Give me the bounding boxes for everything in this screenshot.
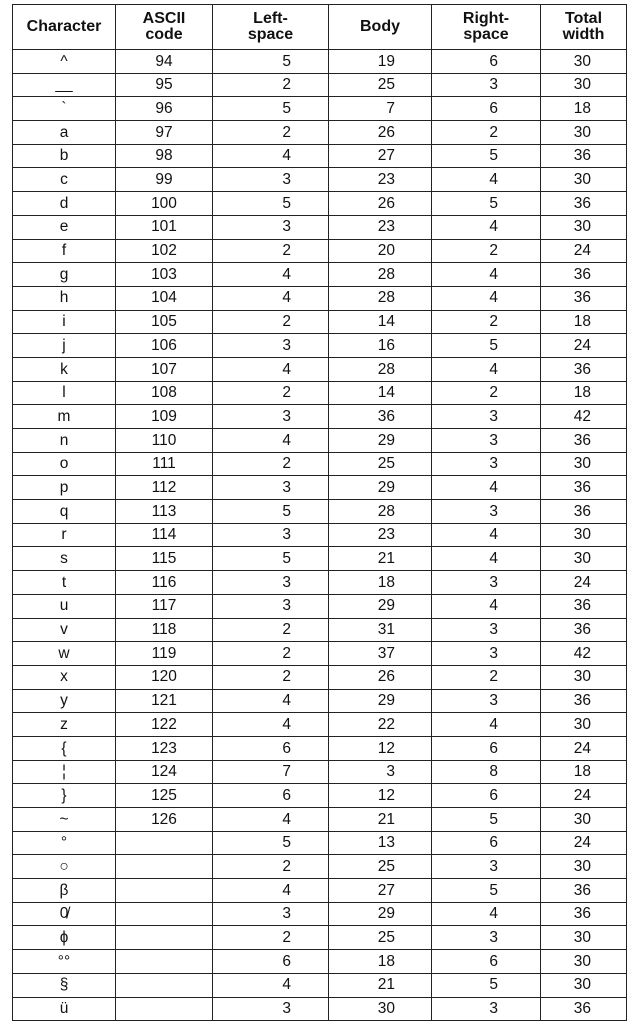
cell-body: 36 [329, 405, 432, 429]
cell-left-space: 2 [213, 73, 329, 97]
cell-character: k [13, 357, 116, 381]
cell-total-width: 30 [541, 926, 627, 950]
cell-left-space: 5 [213, 50, 329, 74]
table-row [13, 855, 627, 879]
cell-ascii-code: 106 [116, 334, 213, 358]
cell-ascii-code: 112 [116, 476, 213, 500]
cell-body: 18 [329, 571, 432, 595]
cell-body: 25 [329, 855, 432, 879]
cell-left-space: 3 [213, 476, 329, 500]
cell-total-width: 36 [541, 286, 627, 310]
cell-right-space: 4 [432, 263, 541, 287]
table-row [13, 192, 627, 216]
cell-total-width: 36 [541, 902, 627, 926]
table-row [13, 97, 627, 121]
cell-body: 29 [329, 594, 432, 618]
cell-total-width: 30 [541, 73, 627, 97]
header-right-space: Right- space [432, 5, 541, 50]
cell-right-space: 4 [432, 357, 541, 381]
table-row [13, 286, 627, 310]
cell-left-space: 3 [213, 334, 329, 358]
cell-left-space: 5 [213, 547, 329, 571]
cell-right-space: 4 [432, 286, 541, 310]
cell-character: l [13, 381, 116, 405]
cell-body: 14 [329, 381, 432, 405]
cell-total-width: 36 [541, 500, 627, 524]
cell-character: e [13, 215, 116, 239]
cell-ascii-code [116, 831, 213, 855]
cell-character: ^ [13, 50, 116, 74]
character-width-table-container [12, 4, 627, 1021]
cell-character: d [13, 192, 116, 216]
cell-body: 21 [329, 808, 432, 832]
cell-right-space: 5 [432, 808, 541, 832]
cell-total-width: 18 [541, 310, 627, 334]
cell-character: r [13, 523, 116, 547]
table-row [13, 50, 627, 74]
table-row [13, 736, 627, 760]
cell-right-space: 8 [432, 760, 541, 784]
cell-ascii-code: 105 [116, 310, 213, 334]
cell-body: 18 [329, 950, 432, 974]
cell-body: 30 [329, 997, 432, 1021]
cell-character: y [13, 689, 116, 713]
cell-total-width: 30 [541, 215, 627, 239]
cell-total-width: 36 [541, 357, 627, 381]
header-total-width: Total width [541, 5, 627, 50]
cell-left-space: 2 [213, 239, 329, 263]
cell-character: g [13, 263, 116, 287]
cell-total-width: 24 [541, 334, 627, 358]
table-row [13, 310, 627, 334]
cell-ascii-code: 125 [116, 784, 213, 808]
table-row [13, 784, 627, 808]
cell-character: t [13, 571, 116, 595]
table-row [13, 523, 627, 547]
cell-ascii-code [116, 902, 213, 926]
header-body: Body [329, 5, 432, 50]
cell-character: c [13, 168, 116, 192]
cell-ascii-code: 103 [116, 263, 213, 287]
cell-right-space: 3 [432, 689, 541, 713]
cell-character: o [13, 452, 116, 476]
character-width-table [12, 4, 627, 1021]
cell-total-width: 30 [541, 168, 627, 192]
cell-total-width: 18 [541, 97, 627, 121]
cell-total-width: 36 [541, 997, 627, 1021]
cell-body: 28 [329, 263, 432, 287]
cell-character: x [13, 665, 116, 689]
cell-character: f [13, 239, 116, 263]
cell-total-width: 30 [541, 713, 627, 737]
cell-right-space: 4 [432, 902, 541, 926]
cell-body: 28 [329, 357, 432, 381]
cell-right-space: 3 [432, 618, 541, 642]
cell-right-space: 4 [432, 594, 541, 618]
table-row [13, 429, 627, 453]
cell-body: 25 [329, 73, 432, 97]
cell-ascii-code: 97 [116, 121, 213, 145]
cell-character: h [13, 286, 116, 310]
cell-right-space: 3 [432, 429, 541, 453]
cell-ascii-code [116, 973, 213, 997]
cell-total-width: 30 [541, 50, 627, 74]
cell-ascii-code: 113 [116, 500, 213, 524]
cell-ascii-code [116, 879, 213, 903]
cell-ascii-code: 115 [116, 547, 213, 571]
cell-right-space: 3 [432, 926, 541, 950]
cell-total-width: 30 [541, 547, 627, 571]
cell-body: 27 [329, 879, 432, 903]
cell-right-space: 6 [432, 50, 541, 74]
cell-character: m [13, 405, 116, 429]
cell-total-width: 18 [541, 760, 627, 784]
cell-right-space: 6 [432, 97, 541, 121]
cell-body: 25 [329, 926, 432, 950]
cell-body: 29 [329, 476, 432, 500]
table-row [13, 973, 627, 997]
cell-ascii-code [116, 926, 213, 950]
cell-right-space: 3 [432, 500, 541, 524]
cell-ascii-code: 114 [116, 523, 213, 547]
table-row [13, 168, 627, 192]
cell-character: s [13, 547, 116, 571]
cell-total-width: 30 [541, 808, 627, 832]
cell-body: 7 [329, 97, 432, 121]
cell-character: i [13, 310, 116, 334]
cell-ascii-code: 123 [116, 736, 213, 760]
cell-character: { [13, 736, 116, 760]
cell-right-space: 3 [432, 452, 541, 476]
cell-character: a [13, 121, 116, 145]
cell-ascii-code: 124 [116, 760, 213, 784]
cell-character: z [13, 713, 116, 737]
cell-right-space: 3 [432, 997, 541, 1021]
cell-character: } [13, 784, 116, 808]
cell-ascii-code: 110 [116, 429, 213, 453]
cell-right-space: 2 [432, 239, 541, 263]
cell-body: 26 [329, 121, 432, 145]
cell-right-space: 4 [432, 523, 541, 547]
cell-ascii-code [116, 997, 213, 1021]
cell-character: b [13, 144, 116, 168]
cell-total-width: 36 [541, 618, 627, 642]
cell-left-space: 2 [213, 855, 329, 879]
cell-right-space: 2 [432, 310, 541, 334]
table-row [13, 357, 627, 381]
cell-left-space: 3 [213, 168, 329, 192]
cell-body: 25 [329, 452, 432, 476]
cell-right-space: 3 [432, 405, 541, 429]
cell-character: v [13, 618, 116, 642]
cell-body: 28 [329, 500, 432, 524]
table-row [13, 547, 627, 571]
cell-body: 20 [329, 239, 432, 263]
cell-character: § [13, 973, 116, 997]
cell-right-space: 6 [432, 736, 541, 760]
cell-body: 29 [329, 429, 432, 453]
cell-right-space: 4 [432, 547, 541, 571]
cell-ascii-code: 121 [116, 689, 213, 713]
cell-left-space: 3 [213, 594, 329, 618]
table-row [13, 571, 627, 595]
cell-left-space: 4 [213, 808, 329, 832]
cell-right-space: 4 [432, 713, 541, 737]
table-row [13, 760, 627, 784]
header-row [13, 5, 627, 50]
cell-ascii-code: 96 [116, 97, 213, 121]
cell-ascii-code: 101 [116, 215, 213, 239]
cell-right-space: 5 [432, 334, 541, 358]
cell-body: 27 [329, 144, 432, 168]
cell-character: __ [13, 73, 116, 97]
table-row [13, 950, 627, 974]
cell-character: β [13, 879, 116, 903]
cell-left-space: 2 [213, 452, 329, 476]
table-row [13, 902, 627, 926]
cell-total-width: 36 [541, 689, 627, 713]
table-row [13, 263, 627, 287]
cell-left-space: 7 [213, 760, 329, 784]
cell-left-space: 3 [213, 571, 329, 595]
cell-left-space: 5 [213, 97, 329, 121]
cell-left-space: 4 [213, 263, 329, 287]
cell-left-space: 2 [213, 642, 329, 666]
cell-total-width: 30 [541, 665, 627, 689]
cell-left-space: 2 [213, 381, 329, 405]
cell-character: n [13, 429, 116, 453]
cell-character: p [13, 476, 116, 500]
cell-total-width: 42 [541, 405, 627, 429]
cell-body: 23 [329, 523, 432, 547]
cell-right-space: 4 [432, 215, 541, 239]
cell-right-space: 5 [432, 192, 541, 216]
cell-left-space: 2 [213, 618, 329, 642]
cell-total-width: 24 [541, 736, 627, 760]
cell-right-space: 2 [432, 381, 541, 405]
cell-ascii-code: 100 [116, 192, 213, 216]
cell-right-space: 3 [432, 571, 541, 595]
cell-body: 28 [329, 286, 432, 310]
table-row [13, 642, 627, 666]
cell-body: 21 [329, 973, 432, 997]
cell-left-space: 4 [213, 429, 329, 453]
cell-body: 29 [329, 689, 432, 713]
cell-character: ü [13, 997, 116, 1021]
header-left-space: Left- space [213, 5, 329, 50]
header-ascii-code: ASCII code [116, 5, 213, 50]
cell-ascii-code: 108 [116, 381, 213, 405]
cell-total-width: 30 [541, 950, 627, 974]
cell-right-space: 3 [432, 642, 541, 666]
cell-ascii-code: 94 [116, 50, 213, 74]
cell-body: 14 [329, 310, 432, 334]
cell-total-width: 30 [541, 121, 627, 145]
cell-ascii-code [116, 855, 213, 879]
cell-left-space: 4 [213, 286, 329, 310]
cell-character: ¦ [13, 760, 116, 784]
cell-body: 21 [329, 547, 432, 571]
table-row [13, 452, 627, 476]
cell-right-space: 6 [432, 950, 541, 974]
cell-ascii-code: 119 [116, 642, 213, 666]
table-row [13, 239, 627, 263]
cell-left-space: 3 [213, 523, 329, 547]
cell-left-space: 6 [213, 784, 329, 808]
cell-left-space: 3 [213, 902, 329, 926]
cell-left-space: 4 [213, 973, 329, 997]
cell-body: 12 [329, 736, 432, 760]
cell-ascii-code: 111 [116, 452, 213, 476]
cell-body: 23 [329, 168, 432, 192]
cell-total-width: 36 [541, 594, 627, 618]
table-row [13, 144, 627, 168]
table-row [13, 808, 627, 832]
table-row [13, 618, 627, 642]
table-row [13, 926, 627, 950]
cell-total-width: 24 [541, 239, 627, 263]
cell-character: ` [13, 97, 116, 121]
cell-ascii-code: 98 [116, 144, 213, 168]
cell-total-width: 24 [541, 831, 627, 855]
cell-ascii-code: 102 [116, 239, 213, 263]
cell-left-space: 4 [213, 144, 329, 168]
cell-ascii-code: 122 [116, 713, 213, 737]
cell-body: 3 [329, 760, 432, 784]
table-row [13, 405, 627, 429]
cell-ascii-code [116, 950, 213, 974]
cell-total-width: 36 [541, 144, 627, 168]
cell-ascii-code: 104 [116, 286, 213, 310]
cell-total-width: 30 [541, 855, 627, 879]
cell-character: 0̸ [13, 902, 116, 926]
cell-right-space: 3 [432, 73, 541, 97]
table-row [13, 713, 627, 737]
cell-total-width: 18 [541, 381, 627, 405]
cell-total-width: 24 [541, 571, 627, 595]
cell-total-width: 30 [541, 523, 627, 547]
cell-total-width: 30 [541, 973, 627, 997]
cell-left-space: 3 [213, 405, 329, 429]
cell-left-space: 6 [213, 950, 329, 974]
cell-right-space: 2 [432, 121, 541, 145]
table-row [13, 665, 627, 689]
cell-total-width: 36 [541, 476, 627, 500]
table-row [13, 997, 627, 1021]
cell-ascii-code: 118 [116, 618, 213, 642]
table-row [13, 500, 627, 524]
table-row [13, 879, 627, 903]
cell-character: w [13, 642, 116, 666]
cell-ascii-code: 117 [116, 594, 213, 618]
cell-total-width: 36 [541, 192, 627, 216]
table-row [13, 381, 627, 405]
table-row [13, 476, 627, 500]
cell-left-space: 4 [213, 689, 329, 713]
cell-body: 23 [329, 215, 432, 239]
cell-body: 26 [329, 665, 432, 689]
cell-ascii-code: 95 [116, 73, 213, 97]
table-row [13, 831, 627, 855]
cell-total-width: 24 [541, 784, 627, 808]
cell-right-space: 2 [432, 665, 541, 689]
cell-right-space: 6 [432, 784, 541, 808]
cell-right-space: 5 [432, 144, 541, 168]
cell-ascii-code: 99 [116, 168, 213, 192]
cell-left-space: 3 [213, 215, 329, 239]
cell-body: 19 [329, 50, 432, 74]
cell-right-space: 4 [432, 168, 541, 192]
cell-total-width: 36 [541, 429, 627, 453]
cell-left-space: 6 [213, 736, 329, 760]
header-character: Character [13, 5, 116, 50]
cell-character: ɸ [13, 926, 116, 950]
table-row [13, 334, 627, 358]
cell-left-space: 5 [213, 831, 329, 855]
cell-character: q [13, 500, 116, 524]
cell-left-space: 5 [213, 192, 329, 216]
cell-body: 16 [329, 334, 432, 358]
cell-right-space: 5 [432, 973, 541, 997]
cell-right-space: 6 [432, 831, 541, 855]
cell-body: 29 [329, 902, 432, 926]
cell-left-space: 5 [213, 500, 329, 524]
cell-left-space: 2 [213, 310, 329, 334]
cell-right-space: 4 [432, 476, 541, 500]
cell-ascii-code: 120 [116, 665, 213, 689]
cell-body: 13 [329, 831, 432, 855]
cell-ascii-code: 109 [116, 405, 213, 429]
cell-body: 31 [329, 618, 432, 642]
cell-total-width: 36 [541, 879, 627, 903]
cell-ascii-code: 126 [116, 808, 213, 832]
cell-left-space: 2 [213, 665, 329, 689]
table-row [13, 594, 627, 618]
cell-left-space: 4 [213, 357, 329, 381]
cell-body: 12 [329, 784, 432, 808]
table-row [13, 689, 627, 713]
cell-total-width: 30 [541, 452, 627, 476]
cell-left-space: 2 [213, 121, 329, 145]
table-row [13, 121, 627, 145]
cell-character: ° [13, 831, 116, 855]
table-row [13, 73, 627, 97]
cell-character: ○ [13, 855, 116, 879]
cell-body: 37 [329, 642, 432, 666]
cell-left-space: 2 [213, 926, 329, 950]
cell-character: ~ [13, 808, 116, 832]
cell-ascii-code: 116 [116, 571, 213, 595]
cell-right-space: 3 [432, 855, 541, 879]
table-body [13, 50, 627, 1021]
table-row [13, 215, 627, 239]
cell-left-space: 4 [213, 713, 329, 737]
cell-right-space: 5 [432, 879, 541, 903]
cell-total-width: 36 [541, 263, 627, 287]
cell-left-space: 4 [213, 879, 329, 903]
cell-character: j [13, 334, 116, 358]
cell-body: 26 [329, 192, 432, 216]
cell-character: °° [13, 950, 116, 974]
cell-ascii-code: 107 [116, 357, 213, 381]
cell-total-width: 42 [541, 642, 627, 666]
cell-character: u [13, 594, 116, 618]
cell-left-space: 3 [213, 997, 329, 1021]
cell-body: 22 [329, 713, 432, 737]
